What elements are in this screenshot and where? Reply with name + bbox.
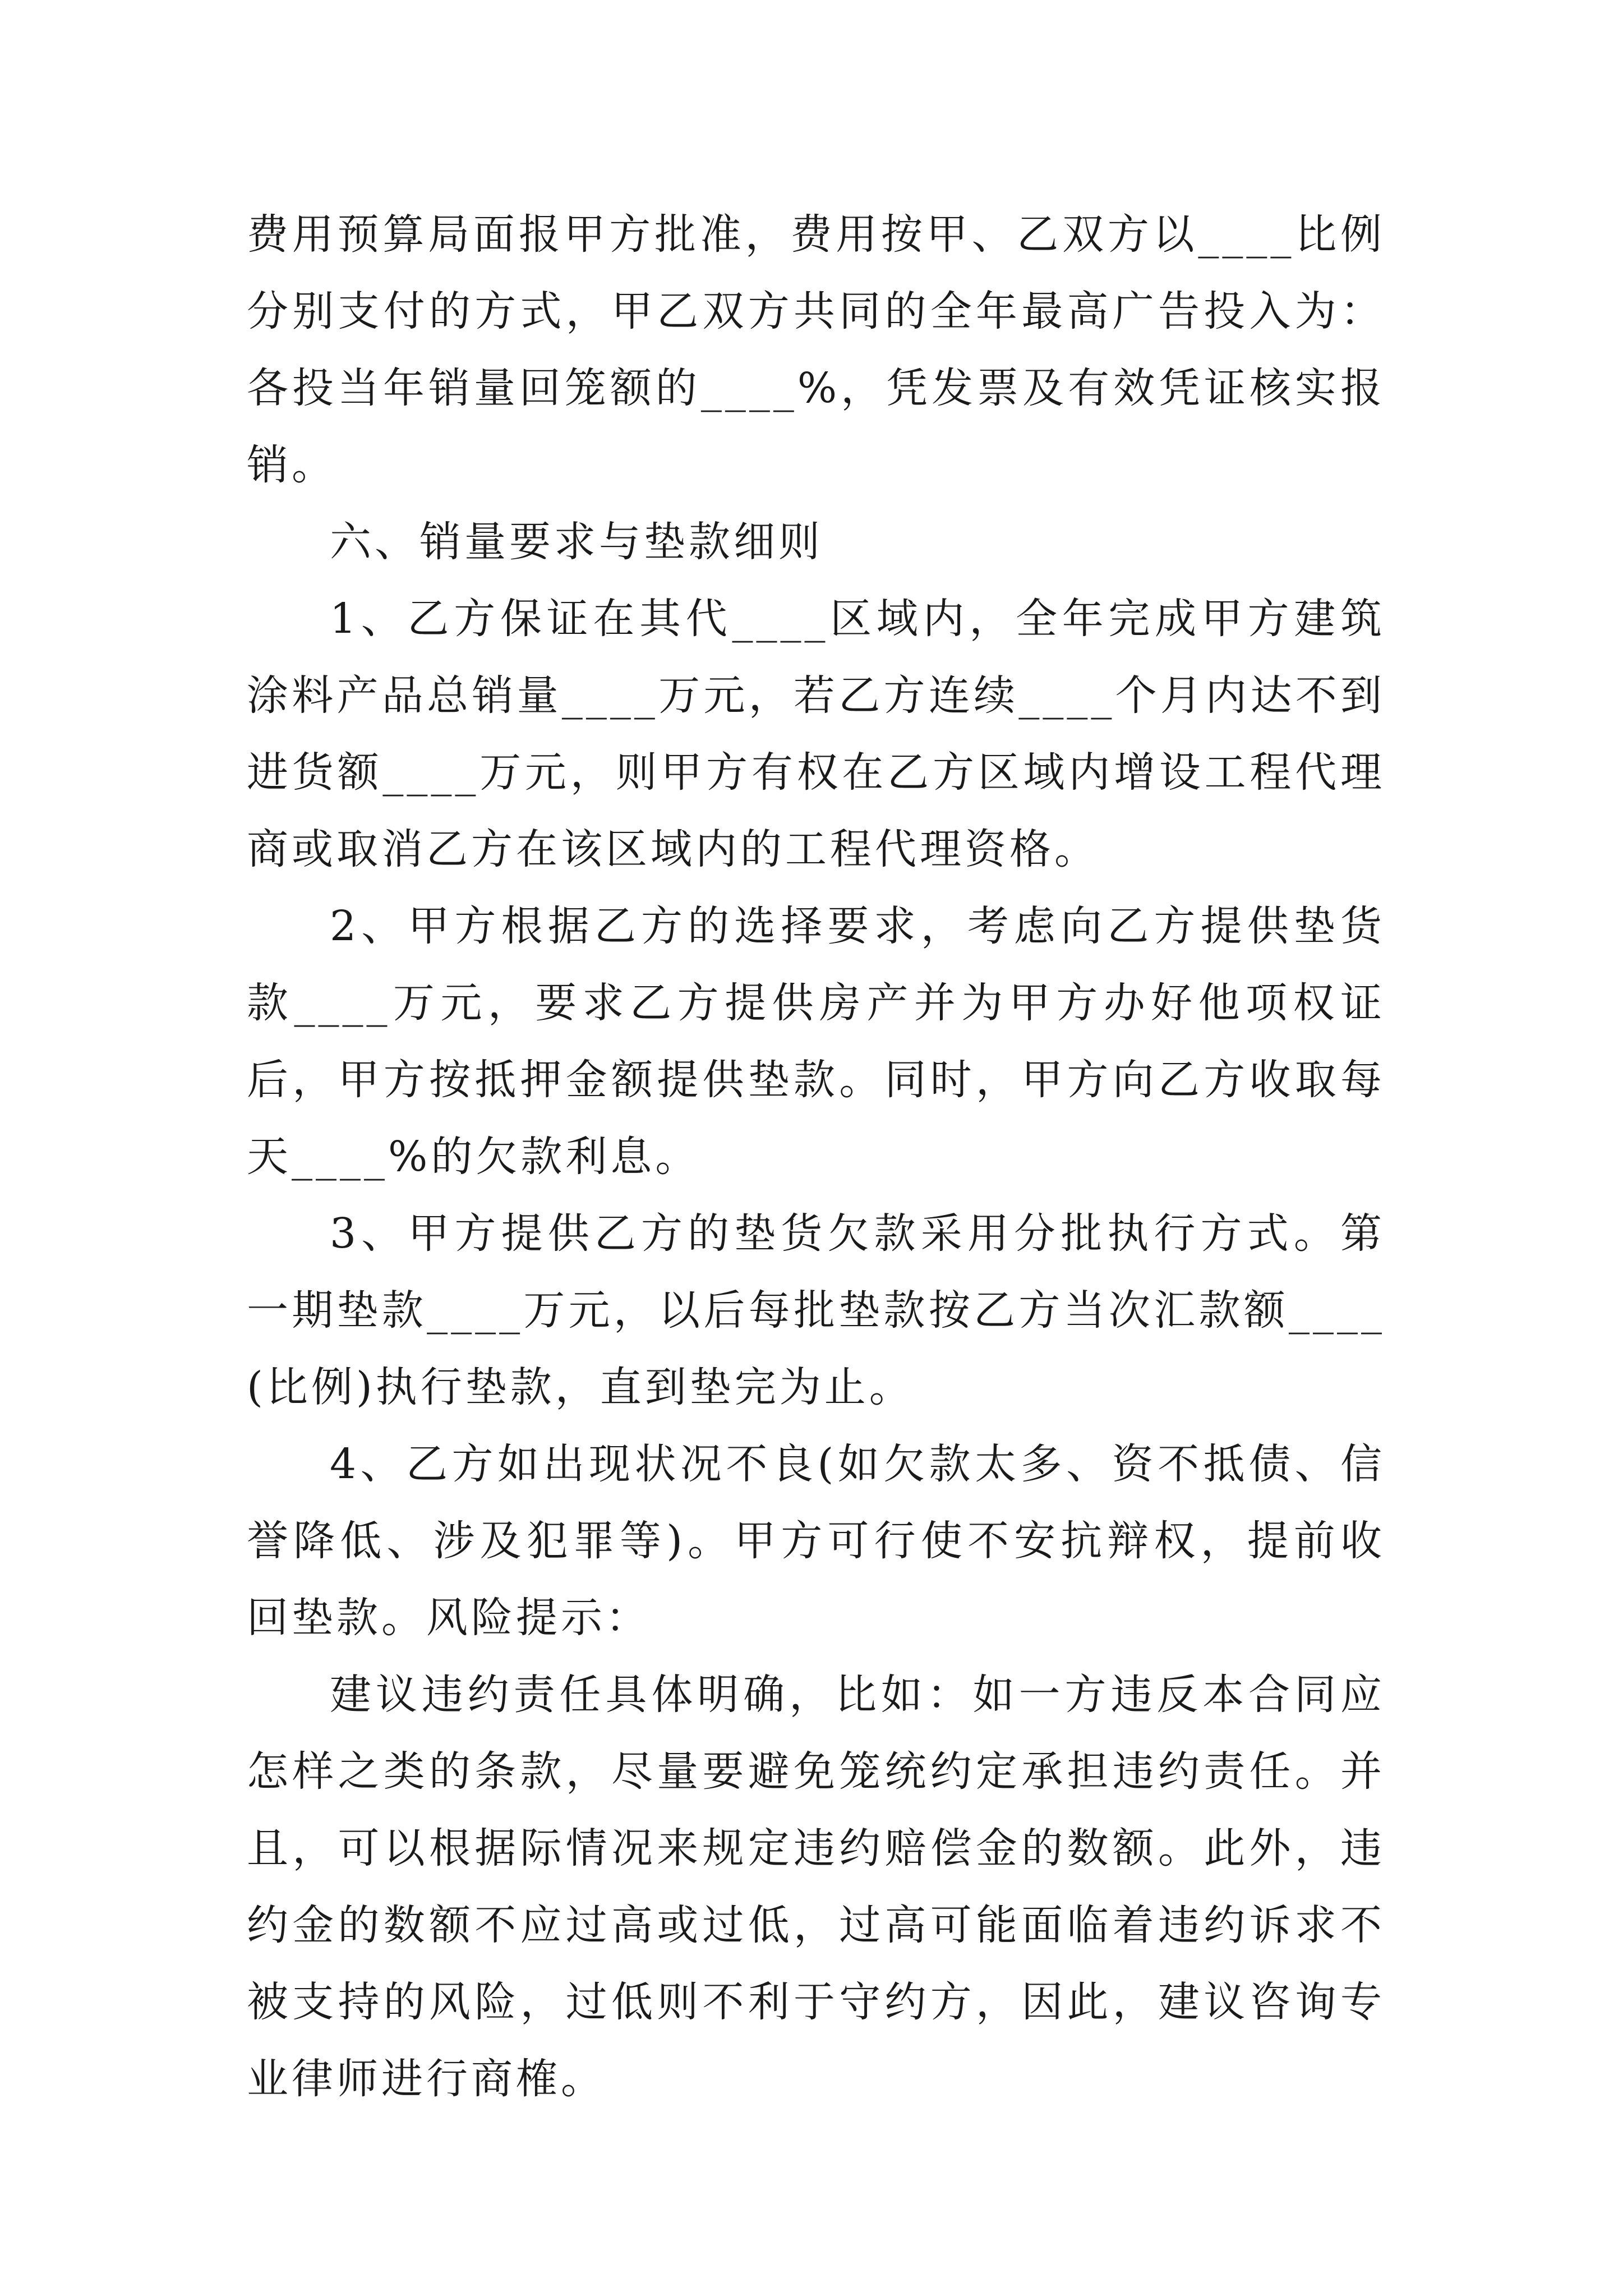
paragraph-clause-4: 4、乙方如出现状况不良(如欠款太多、资不抵债、信誉降低、涉及犯罪等)。甲方可行使不安抗辩权，提前收回垫款。风险提示： xyxy=(247,1440,1385,1642)
document-page xyxy=(247,196,1385,2118)
section-heading-sales-requirements: 六、销量要求与垫款细则 xyxy=(330,518,823,566)
paragraph-risk-advice: 建议违约责任具体明确，比如：如一方违反本合同应怎样之类的条款，尽量要避免笼统约定承担违约责任。并且，可以根据际情况来规定违约赔偿金的数额。此外，违约金的数额不应过高或过低，过高可能面临着违约诉求不被支持的风险，过低则不利于守约方，因此，建议咨询专业律师进行商榷。 xyxy=(247,1671,1385,2103)
paragraph-clause-1: 1、乙方保证在其代____区域内，全年完成甲方建筑涂料产品总销量____万元，若乙方连续____个月内达不到进货额____万元，则甲方有权在乙方区域内增设工程代理商或取消乙方在该区域内的工程代理资格。 xyxy=(247,595,1385,873)
paragraph-clause-2: 2、甲方根据乙方的选择要求，考虑向乙方提供垫货款____万元，要求乙方提供房产并为甲方办好他项权证后，甲方按抵押金额提供垫款。同时，甲方向乙方收取每天____%的欠款利息。 xyxy=(247,902,1385,1181)
paragraph-clause-3: 3、甲方提供乙方的垫货欠款采用分批执行方式。第一期垫款____万元，以后每批垫款按乙方当次汇款额____(比例)执行垫款，直到垫完为止。 xyxy=(247,1209,1385,1411)
paragraph-ad-budget: 费用预算局面报甲方批准，费用按甲、乙双方以____比例分别支付的方式，甲乙双方共同的全年最高广告投入为：各投当年销量回笼额的____%，凭发票及有效凭证核实报销。 xyxy=(247,210,1385,489)
